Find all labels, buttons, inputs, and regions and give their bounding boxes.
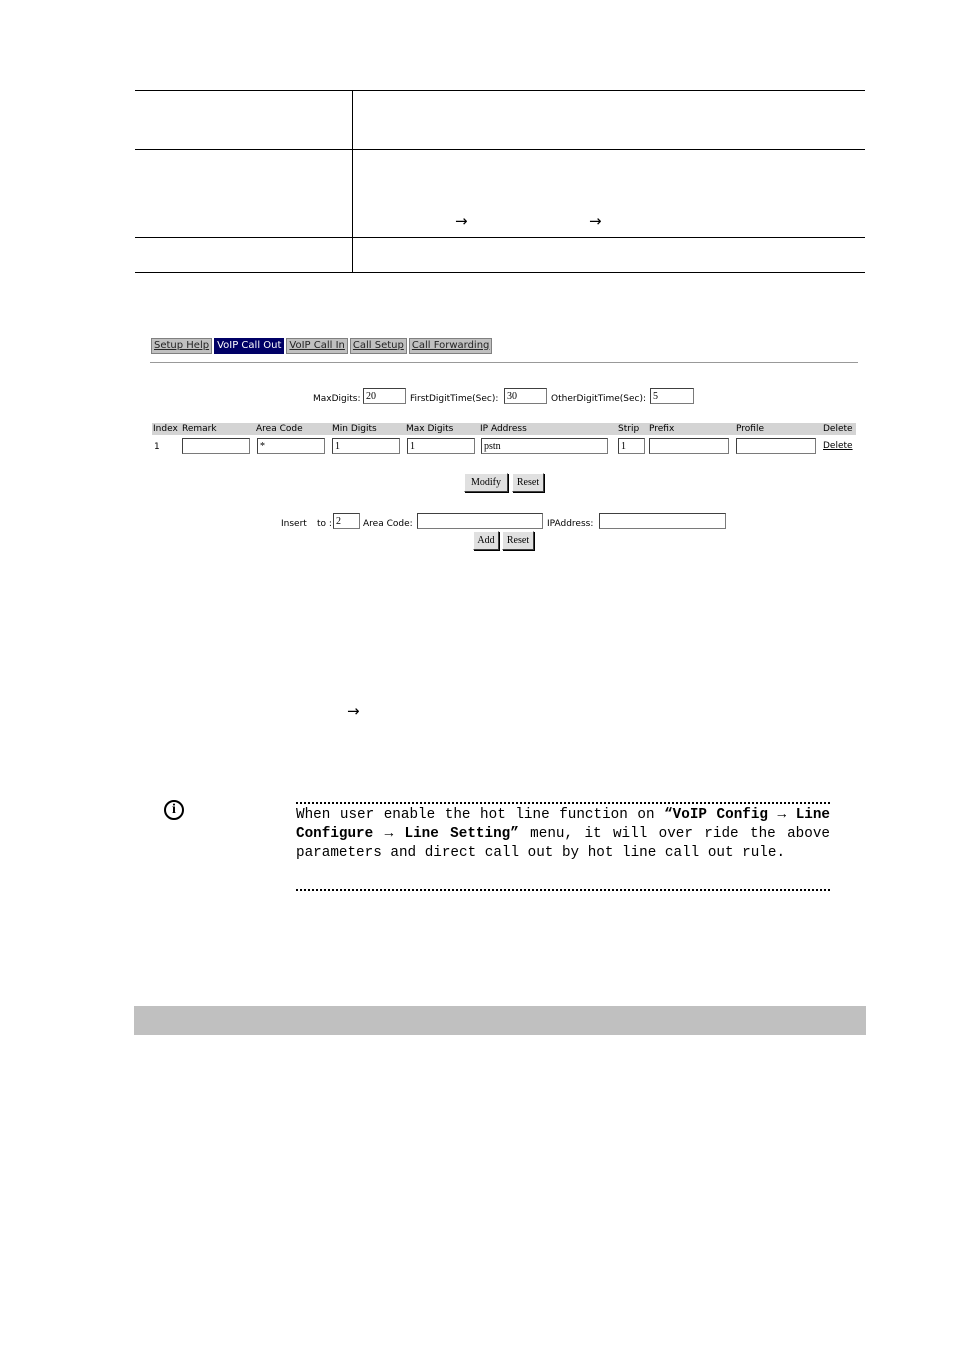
- arrow-right-icon: →: [589, 212, 602, 230]
- other-digit-time-label: OtherDigitTime(Sec):: [551, 394, 647, 404]
- modify-button[interactable]: Modify: [464, 473, 508, 492]
- table-rule: [135, 149, 865, 150]
- area-code-input[interactable]: [257, 438, 325, 454]
- tab-setup-help[interactable]: Setup Help: [151, 338, 212, 354]
- column-header: Area Code: [256, 424, 303, 434]
- remark-input[interactable]: [182, 438, 250, 454]
- table-rule: [135, 90, 865, 91]
- first-digit-time-input[interactable]: [504, 388, 547, 404]
- insert-ip-input[interactable]: [599, 513, 726, 529]
- column-header: Prefix: [649, 424, 675, 434]
- column-header: Remark: [182, 424, 217, 434]
- column-header: Delete: [823, 424, 853, 434]
- column-header: Max Digits: [406, 424, 454, 434]
- tab-bar: [151, 338, 492, 354]
- table-rule: [135, 272, 865, 273]
- insert-ip-label: IPAddress:: [547, 519, 594, 529]
- tab-voip-call-in[interactable]: VoIP Call In: [286, 338, 347, 354]
- other-digit-time-input[interactable]: [650, 388, 694, 404]
- prefix-input[interactable]: [649, 438, 729, 454]
- min-digits-input[interactable]: [332, 438, 400, 454]
- reset-button[interactable]: Reset: [512, 473, 544, 492]
- first-digit-time-label: FirstDigitTime(Sec):: [410, 394, 499, 404]
- max-digits-row-input[interactable]: [407, 438, 475, 454]
- tab-call-setup[interactable]: Call Setup: [350, 338, 407, 354]
- call-out-table-header: [152, 423, 856, 435]
- max-digits-label: MaxDigits:: [313, 394, 361, 404]
- strip-input[interactable]: [618, 438, 645, 454]
- insert-area-code-label: Area Code:: [363, 519, 413, 529]
- insert-label: Insert: [281, 519, 307, 529]
- insert-to-input[interactable]: [333, 513, 360, 529]
- column-header: Strip: [618, 424, 640, 434]
- tab-call-forwarding[interactable]: Call Forwarding: [409, 338, 493, 354]
- tab-divider: [150, 362, 858, 363]
- arrow-right-icon: →: [455, 212, 468, 230]
- profile-input[interactable]: [736, 438, 816, 454]
- table-rule: [135, 237, 865, 238]
- reset-insert-button[interactable]: Reset: [502, 531, 534, 550]
- row-index: 1: [154, 442, 160, 452]
- note-text: When user enable the hot line function on: [296, 807, 665, 823]
- info-icon: i: [164, 800, 184, 820]
- note-menu-path: “VoIP Config → Line Configure → Line Setting”: [296, 807, 831, 842]
- ip-address-input[interactable]: [481, 438, 608, 454]
- delete-link[interactable]: Delete: [823, 441, 853, 451]
- add-button[interactable]: Add: [473, 531, 499, 550]
- insert-area-code-input[interactable]: [417, 513, 543, 529]
- column-header: Profile: [736, 424, 764, 434]
- column-header: Min Digits: [332, 424, 377, 434]
- column-header: IP Address: [480, 424, 527, 434]
- note-text: menu, it will over ride the above parameters and direct call out by hot line call out rule.: [296, 826, 830, 861]
- note-top-rule: [296, 802, 830, 804]
- section-header-bar: [134, 1006, 866, 1035]
- tab-voip-call-out[interactable]: VoIP Call Out: [214, 338, 284, 354]
- arrow-right-icon: →: [347, 702, 360, 720]
- note-bottom-rule: [296, 889, 830, 891]
- insert-to-label: to :: [317, 519, 332, 529]
- hotline-note: [296, 806, 830, 863]
- column-header: Index: [153, 424, 178, 434]
- max-digits-input[interactable]: [363, 388, 406, 404]
- table-column-divider: [352, 90, 353, 273]
